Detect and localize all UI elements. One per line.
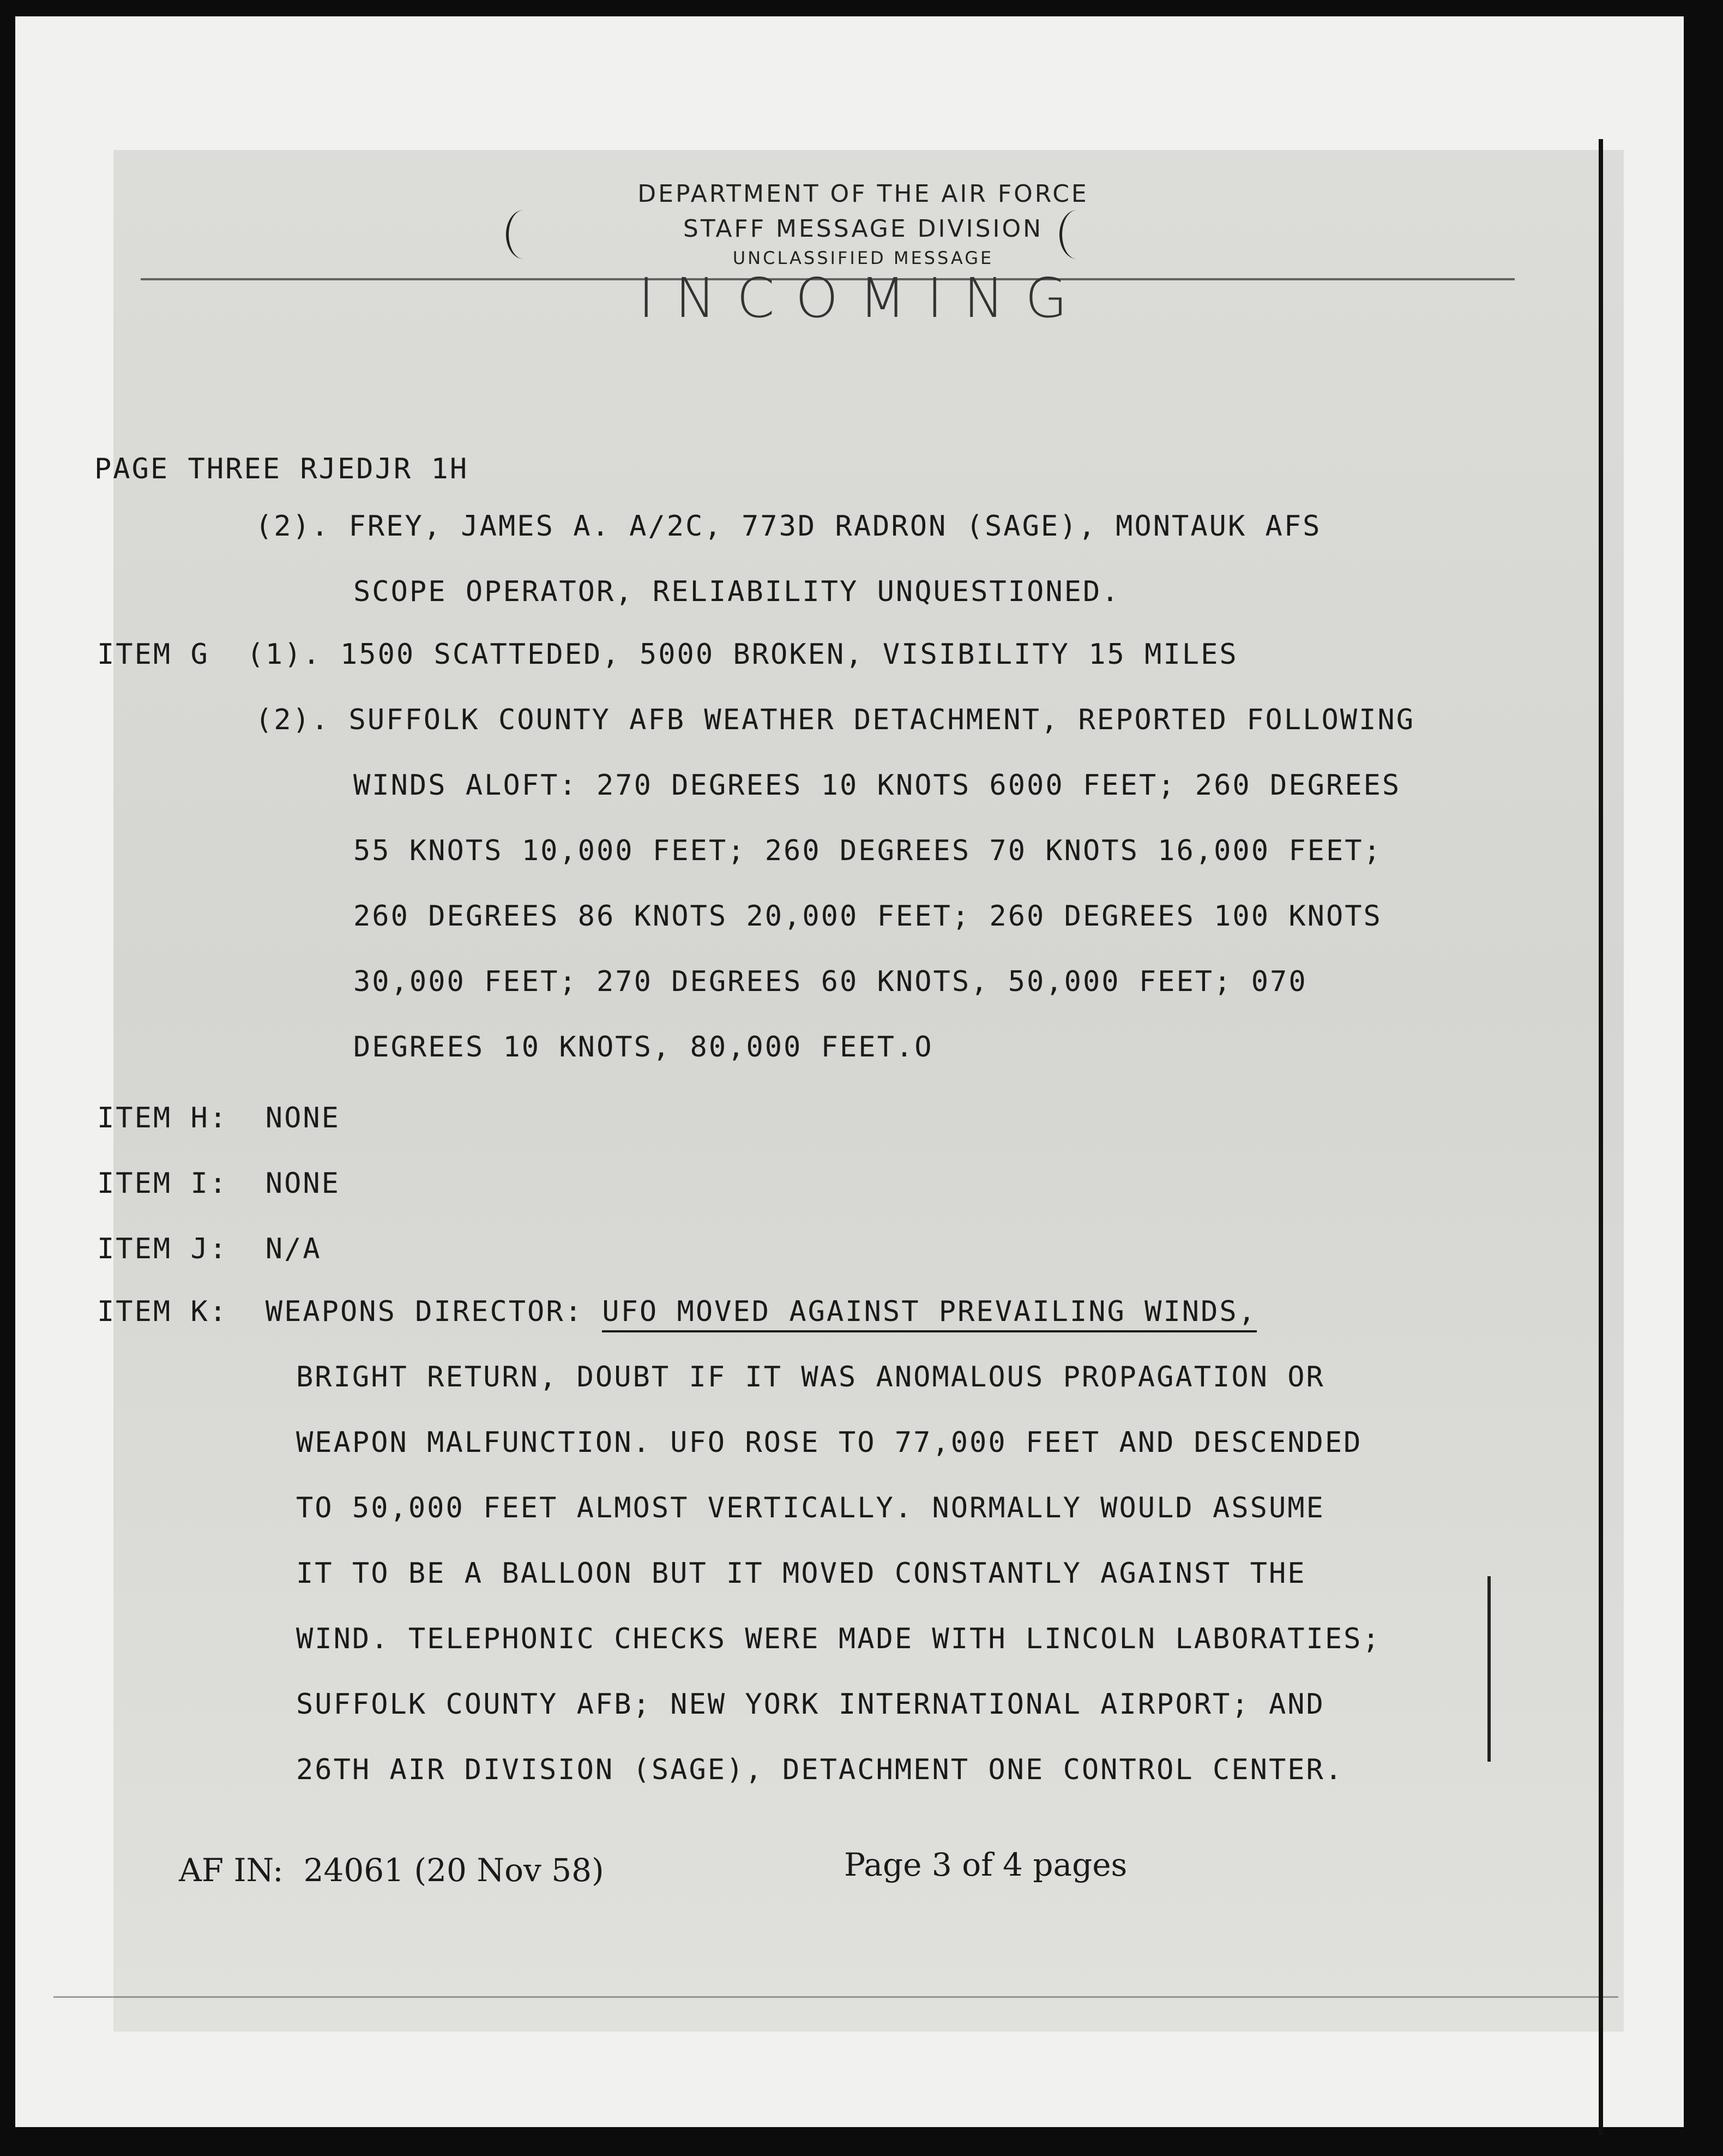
- message-line: BRIGHT RETURN, DOUBT IF IT WAS ANOMALOUS PROPAGATION OR: [296, 1361, 1325, 1394]
- page-line: PAGE THREE RJEDJR 1H: [94, 453, 469, 485]
- message-line: WEAPON MALFUNCTION. UFO ROSE TO 77,000 FEET AND DESCENDED: [296, 1426, 1363, 1459]
- message-line: (2). FREY, JAMES A. A/2C, 773D RADRON (SAGE), MONTAUK AFS: [255, 510, 1322, 543]
- photocopy-shading: [113, 150, 1624, 2032]
- header-department: DEPARTMENT OF THE AIR FORCE: [637, 180, 1089, 208]
- message-line: DEGREES 10 KNOTS, 80,000 FEET.O: [353, 1031, 933, 1064]
- item-h-line: ITEM H: NONE: [97, 1102, 340, 1134]
- message-line: 55 KNOTS 10,000 FEET; 260 DEGREES 70 KNOTS 16,000 FEET;: [353, 834, 1382, 867]
- af-in-reference: AF IN: 24061 (20 Nov 58): [179, 1852, 604, 1889]
- header-classification: UNCLASSIFIED MESSAGE: [732, 248, 994, 268]
- header-incoming: INCOMING: [638, 266, 1088, 330]
- margin-mark: [1487, 1576, 1491, 1762]
- message-line: SCOPE OPERATOR, RELIABILITY UNQUESTIONED.: [353, 575, 1120, 608]
- item-k-line: [97, 1295, 1257, 1328]
- message-line: WINDS ALOFT: 270 DEGREES 10 KNOTS 6000 FEET; 260 DEGREES: [353, 769, 1401, 802]
- header-division: STAFF MESSAGE DIVISION: [683, 215, 1044, 243]
- message-sheet: [15, 16, 1684, 2127]
- message-line: SUFFOLK COUNTY AFB; NEW YORK INTERNATIONAL AIRPORT; AND: [296, 1688, 1325, 1721]
- message-line: WIND. TELEPHONIC CHECKS WERE MADE WITH LINCOLN LABORATIES;: [296, 1623, 1381, 1655]
- message-line: 26TH AIR DIVISION (SAGE), DETACHMENT ONE CONTROL CENTER.: [296, 1753, 1344, 1786]
- item-k-underlined: UFO MOVED AGAINST PREVAILING WINDS,: [602, 1295, 1257, 1332]
- message-line: IT TO BE A BALLOON BUT IT MOVED CONSTANTLY AGAINST THE: [296, 1557, 1306, 1590]
- message-line: ITEM G (1). 1500 SCATTEDED, 5000 BROKEN, VISIBILITY 15 MILES: [97, 638, 1238, 671]
- item-j-line: ITEM J: N/A: [97, 1233, 322, 1265]
- item-k-prefix: ITEM K: WEAPONS DIRECTOR:: [97, 1295, 603, 1328]
- page-edge-rule: [1599, 139, 1603, 2135]
- message-line: 30,000 FEET; 270 DEGREES 60 KNOTS, 50,000 FEET; 070: [353, 965, 1308, 998]
- page-count: Page 3 of 4 pages: [844, 1846, 1128, 1883]
- message-line: (2). SUFFOLK COUNTY AFB WEATHER DETACHMENT, REPORTED FOLLOWING: [255, 704, 1415, 736]
- item-i-line: ITEM I: NONE: [97, 1167, 340, 1200]
- footer-rule: [53, 1996, 1618, 1998]
- message-line: TO 50,000 FEET ALMOST VERTICALLY. NORMALLY WOULD ASSUME: [296, 1492, 1325, 1524]
- message-line: 260 DEGREES 86 KNOTS 20,000 FEET; 260 DEGREES 100 KNOTS: [353, 900, 1382, 933]
